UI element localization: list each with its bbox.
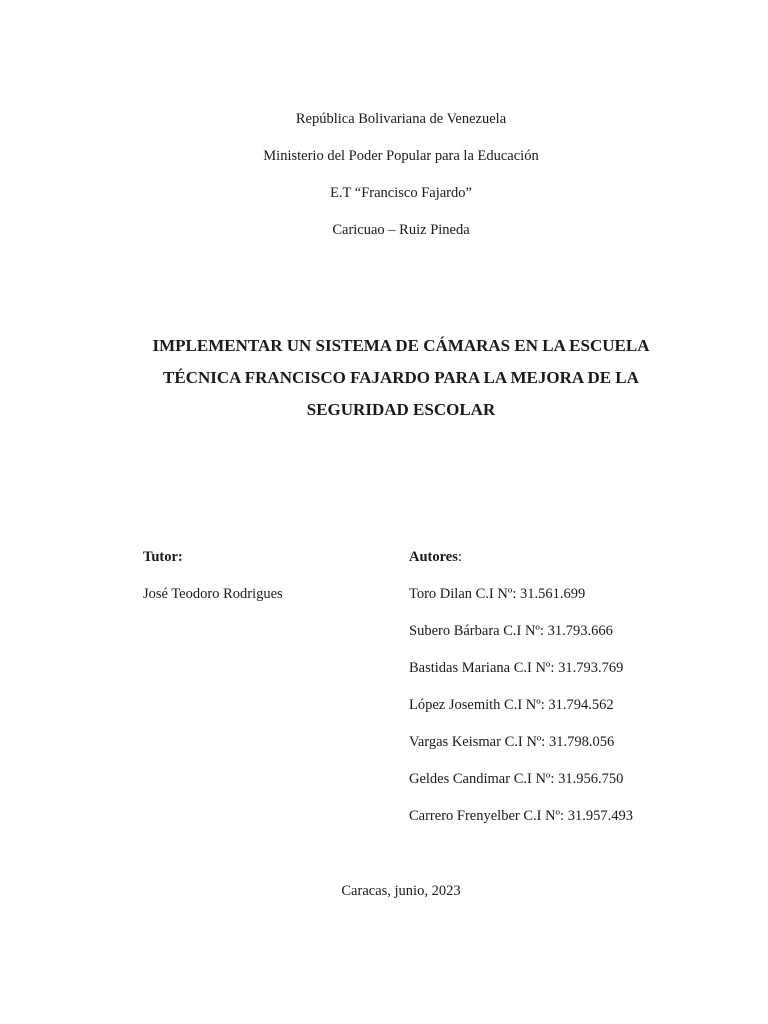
authors-label-colon: :	[457, 549, 462, 565]
title-line-1: IMPLEMENTAR UN SISTEMA DE CÁMARAS EN LA ESCUELA	[152, 336, 650, 355]
author-entry: Carrero Frenyelber C.I Nº: 31.957.493	[409, 808, 633, 824]
authors-section	[409, 548, 749, 844]
title-line-3: SEGURIDAD ESCOLAR	[306, 400, 496, 419]
document-title	[130, 330, 672, 426]
author-entry: Bastidas Mariana C.I Nº: 31.793.769	[409, 660, 624, 676]
header-country: República Bolivariana de Venezuela	[295, 111, 507, 127]
author-entry: Geldes Candimar C.I Nº: 31.956.750	[409, 771, 624, 787]
authors-label: Autores	[409, 549, 458, 565]
tutor-label: Tutor:	[143, 549, 183, 565]
title-line-2: TÉCNICA FRANCISCO FAJARDO PARA LA MEJORA DE LA	[163, 368, 639, 387]
header-ministry: Ministerio del Poder Popular para la Educación	[263, 148, 539, 164]
author-entry: Subero Bárbara C.I Nº: 31.793.666	[409, 623, 613, 639]
author-entry: López Josemith C.I Nº: 31.794.562	[409, 697, 614, 713]
authors-heading	[409, 548, 749, 585]
header-location: Caricuao – Ruiz Pineda	[332, 222, 470, 238]
author-entry: Vargas Keismar C.I Nº: 31.798.056	[409, 734, 615, 750]
tutor-name: José Teodoro Rodrigues	[143, 586, 283, 602]
tutor-section	[143, 548, 383, 622]
header-school: E.T “Francisco Fajardo”	[330, 185, 472, 201]
place-date: Caracas, junio, 2023	[341, 883, 461, 899]
author-entry: Toro Dilan C.I Nº: 31.561.699	[409, 586, 586, 602]
